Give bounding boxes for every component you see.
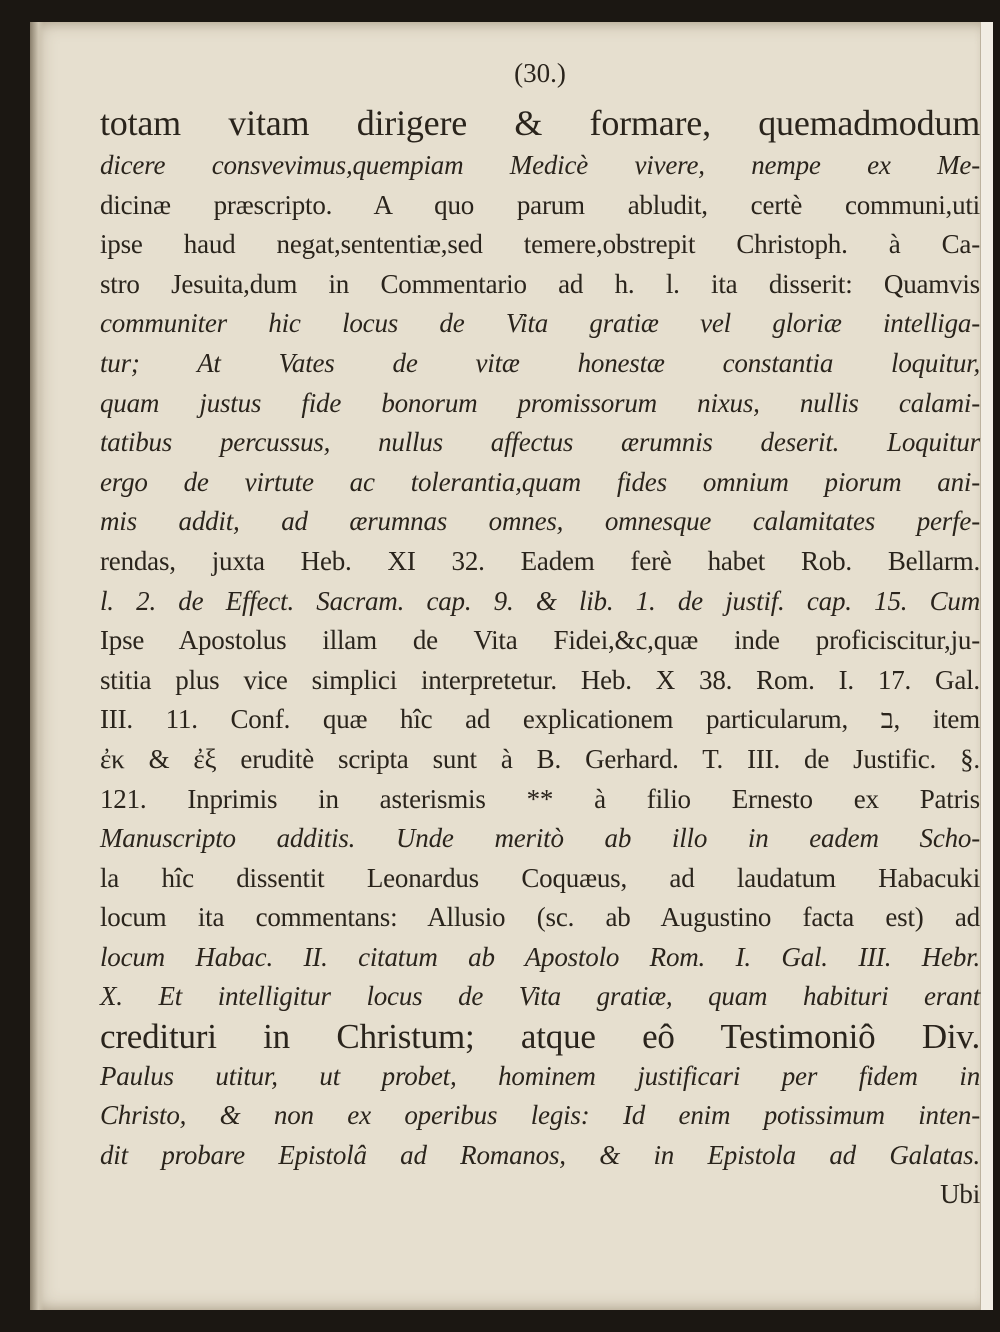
- text-line: rendas, juxta Heb. XI 32. Eadem ferè habet Rob. Bellarm.: [100, 545, 980, 576]
- catchword: Ubi: [940, 1179, 980, 1210]
- text-line: quam justus fide bonorum promissorum nixus, nullis calami-: [100, 387, 980, 418]
- text-line: ἐκ & ἐξ eruditè scripta sunt à B. Gerhard. T. III. de Justific. §.: [100, 743, 980, 774]
- text-line: Paulus utitur, ut probet, hominem justificari per fidem in: [100, 1060, 980, 1091]
- text-line: locum ita commentans: Allusio (sc. ab Augustino facta est) ad: [100, 902, 980, 933]
- text-line: Christo, & non ex operibus legis: Id enim potissimum inten-: [100, 1100, 980, 1131]
- text-line: la hîc dissentit Leonardus Coquæus, ad laudatum Habacuki: [100, 862, 980, 893]
- text-line: ergo de virtute ac tolerantia,quam fides omnium piorum ani-: [100, 466, 980, 497]
- page-edge: [980, 22, 993, 1310]
- text-line: communiter hic locus de Vita gratiæ vel gloriæ intelliga-: [100, 308, 980, 339]
- text-line: X. Et intelligitur locus de Vita gratiæ, quam habituri erant: [100, 981, 980, 1012]
- page-gutter: [30, 22, 44, 1310]
- text-line: locum Habac. II. citatum ab Apostolo Rom. I. Gal. III. Hebr.: [100, 941, 980, 972]
- text-line: 121. Inprimis in asterismis ** à filio Ernesto ex Patris: [100, 783, 980, 814]
- page-number: (30.): [514, 58, 566, 88]
- text-line: ipse haud negat,sententiæ,sed temere,obstrepit Christoph. à Ca-: [100, 229, 980, 260]
- text-line: tatibus percussus, nullus affectus ærumnis deserit. Loquitur: [100, 427, 980, 458]
- text-line: credituri in Christum; atque eô Testimoniô Div.: [100, 1017, 980, 1057]
- text-line: dicinæ præscripto. A quo parum abludit, certè communi,uti: [100, 189, 980, 220]
- body-text: [100, 100, 980, 1215]
- text-line: stro Jesuita,dum in Commentario ad h. l. ita disserit: Quamvis: [100, 268, 980, 299]
- text-line: Manuscripto additis. Unde meritò ab illo in eadem Scho-: [100, 823, 980, 854]
- text-line: mis addit, ad ærumnas omnes, omnesque calamitates perfe-: [100, 506, 980, 537]
- text-line: totam vitam dirigere & formare, quemadmodum: [100, 103, 980, 143]
- text-line: tur; At Vates de vitæ honestæ constantia loquitur,: [100, 347, 980, 378]
- text-line: III. 11. Conf. quæ hîc ad explicationem particularum, ב, item: [100, 704, 980, 735]
- text-line: stitia plus vice simplici interpretetur. Heb. X 38. Rom. I. 17. Gal.: [100, 664, 980, 695]
- text-line: dit probare Epistolâ ad Romanos, & in Epistola ad Galatas.: [100, 1139, 980, 1170]
- text-line: Ipse Apostolus illam de Vita Fidei,&c,quæ inde proficiscitur,ju-: [100, 625, 980, 656]
- text-line: l. 2. de Effect. Sacram. cap. 9. & lib. 1. de justif. cap. 15. Cum: [100, 585, 980, 616]
- text-line: dicere consvevimus,quempiam Medicè vivere, nempe ex Me-: [100, 150, 980, 180]
